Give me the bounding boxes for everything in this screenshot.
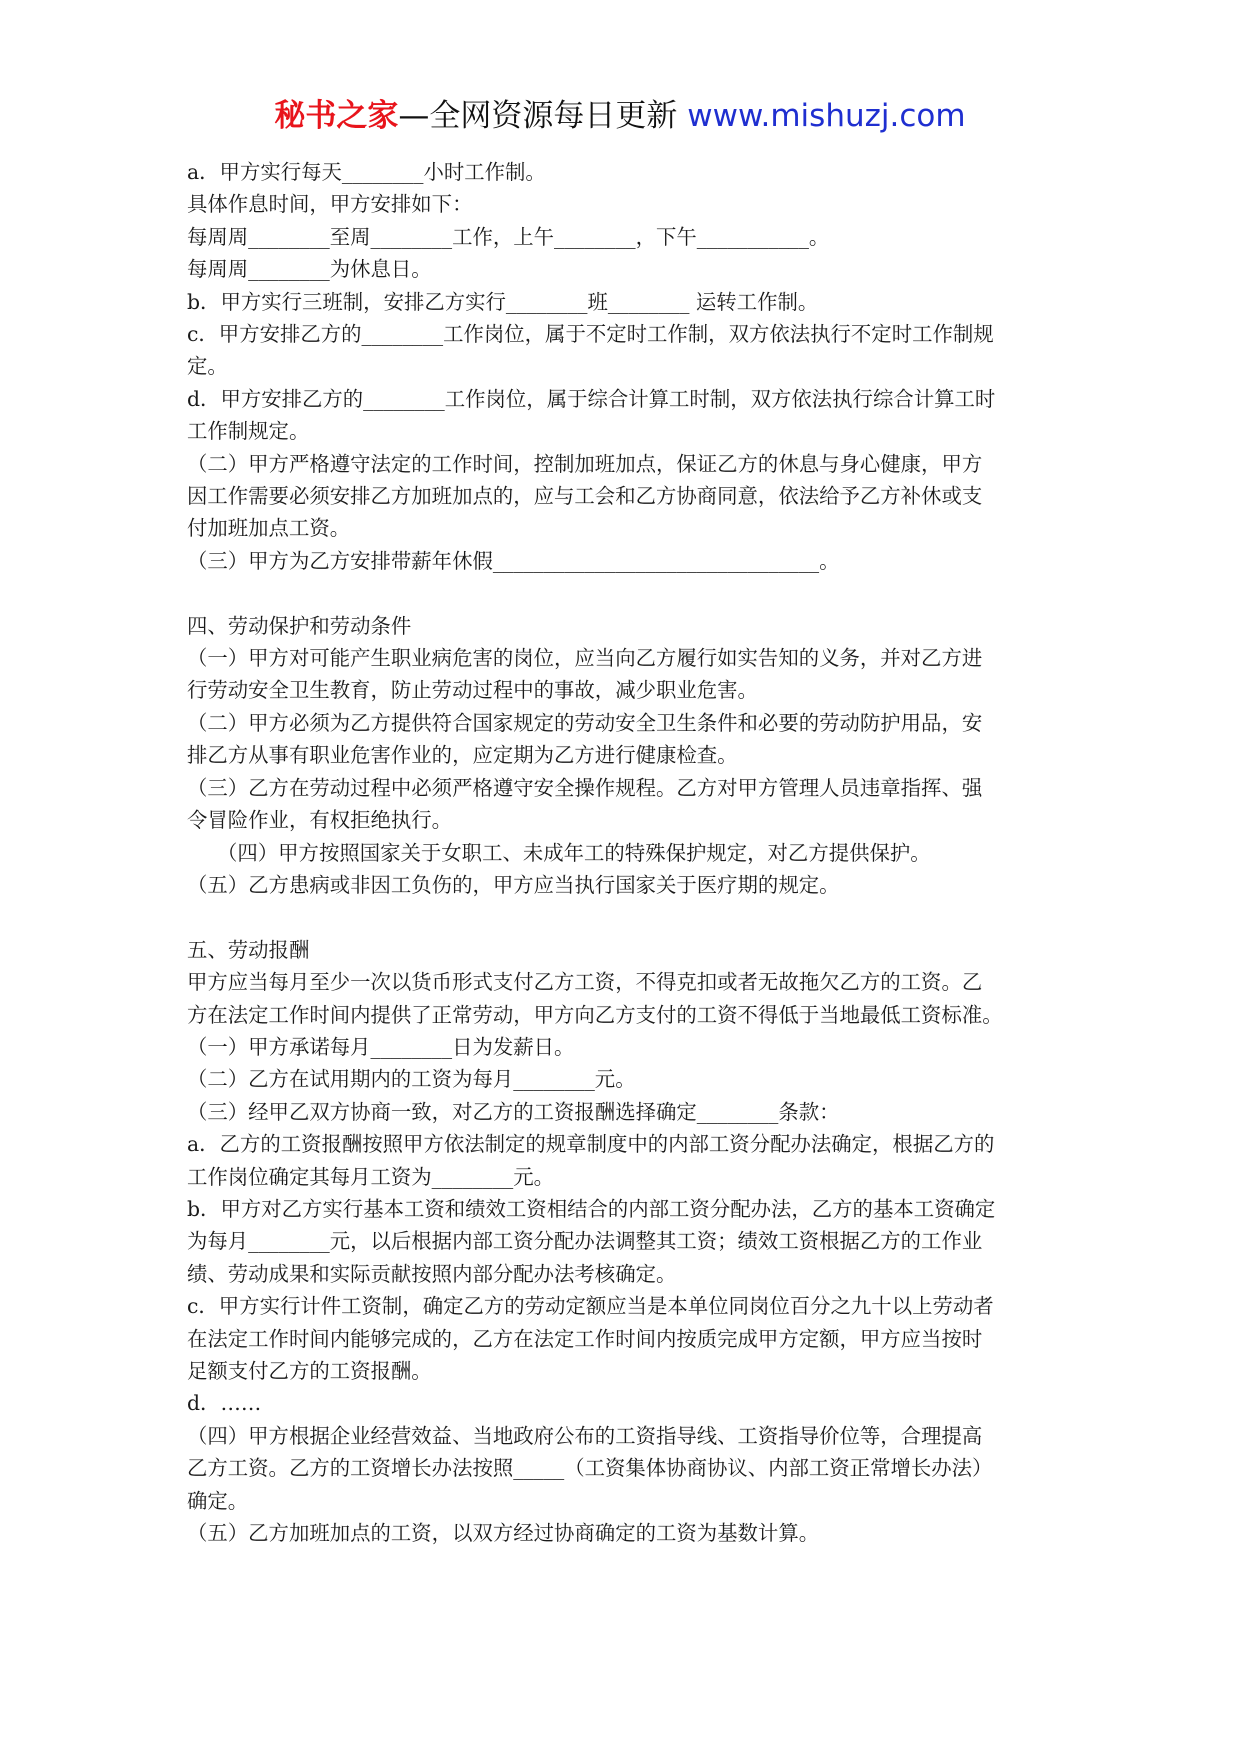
body-line: 行劳动安全卫生教育，防止劳动过程中的事故，减少职业危害。 bbox=[187, 678, 758, 703]
body-line: （五）乙方患病或非因工负伤的，甲方应当执行国家关于医疗期的规定。 bbox=[187, 872, 840, 897]
body-line: （四）甲方按照国家关于女职工、未成年工的特殊保护规定，对乙方提供保护。 bbox=[217, 840, 931, 865]
body-line: （二）甲方必须为乙方提供符合国家规定的劳动安全卫生条件和必要的劳动防护用品，安 bbox=[187, 710, 983, 735]
body-line: c．甲方安排乙方的________工作岗位，属于不定时工作制，双方依法执行不定时工作制规 bbox=[187, 322, 994, 347]
body-line: 付加班加点工资。 bbox=[187, 516, 351, 541]
body-line: d．甲方安排乙方的________工作岗位，属于综合计算工时制，双方依法执行综合计算工时 bbox=[187, 386, 996, 411]
body-line: （二）乙方在试用期内的工资为每月________元。 bbox=[187, 1067, 636, 1092]
body-line: b．甲方实行三班制，安排乙方实行________班________ 运转工作制。 bbox=[187, 289, 819, 314]
body-line: b．甲方对乙方实行基本工资和绩效工资相结合的内部工资分配办法，乙方的基本工资确定 bbox=[187, 1196, 996, 1221]
body-line: 每周周________至周________工作，上午________，下午___________。 bbox=[187, 224, 830, 249]
section-heading: 五、劳动报酬 bbox=[187, 937, 310, 962]
body-line: 足额支付乙方的工资报酬。 bbox=[187, 1359, 432, 1383]
body-line: 每周周________为休息日。 bbox=[187, 257, 432, 282]
body-line: 具体作息时间，甲方安排如下： bbox=[187, 192, 473, 217]
body-line: 因工作需要必须安排乙方加班加点的，应与工会和乙方协商同意，依法给予乙方补休或支 bbox=[187, 484, 983, 509]
body-line: 排乙方从事有职业危害作业的，应定期为乙方进行健康检查。 bbox=[187, 743, 738, 768]
section-heading: 四、劳动保护和劳动条件 bbox=[187, 613, 412, 638]
body-line: d．…… bbox=[187, 1391, 262, 1416]
body-line: 在法定工作时间内能够完成的，乙方在法定工作时间内按质完成甲方定额，甲方应当按时 bbox=[187, 1326, 983, 1351]
body-line: （三）甲方为乙方安排带薪年休假________________________________。 bbox=[187, 548, 840, 573]
body-line: a．甲方实行每天________小时工作制。 bbox=[187, 160, 546, 184]
body-line: 令冒险作业，有权拒绝执行。 bbox=[187, 808, 453, 833]
site-header bbox=[0, 96, 1240, 136]
body-line: （三）经甲乙双方协商一致，对乙方的工资报酬选择确定________条款： bbox=[187, 1099, 840, 1124]
body-line: （三）乙方在劳动过程中必须严格遵守安全操作规程。乙方对甲方管理人员违章指挥、强 bbox=[187, 775, 983, 800]
body-line: c．甲方实行计件工资制，确定乙方的劳动定额应当是本单位同岗位百分之九十以上劳动者 bbox=[187, 1294, 994, 1319]
body-line: 定。 bbox=[187, 354, 228, 379]
body-line: （二）甲方严格遵守法定的工作时间，控制加班加点，保证乙方的休息与身心健康，甲方 bbox=[187, 451, 983, 476]
body-line: （五）乙方加班加点的工资，以双方经过协商确定的工资为基数计算。 bbox=[187, 1521, 820, 1546]
paragraph-gap bbox=[187, 577, 1067, 609]
body-line: 方在法定工作时间内提供了正常劳动，甲方向乙方支付的工资不得低于当地最低工资标准。 bbox=[187, 1002, 1003, 1027]
body-line: 工作制规定。 bbox=[187, 419, 310, 444]
header-brand: 秘书之家 bbox=[274, 98, 399, 134]
paragraph-gap bbox=[187, 901, 1067, 933]
body-line: （四）甲方根据企业经营效益、当地政府公布的工资指导线、工资指导价位等，合理提高 bbox=[187, 1423, 983, 1448]
body-line: 绩、劳动成果和实际贡献按照内部分配办法考核确定。 bbox=[187, 1261, 677, 1286]
body-line: （一）甲方承诺每月________日为发薪日。 bbox=[187, 1034, 575, 1059]
header-url[interactable]: www.mishuzj.com bbox=[687, 98, 966, 134]
body-line: a．乙方的工资报酬按照甲方依法制定的规章制度中的内部工资分配办法确定，根据乙方的 bbox=[187, 1132, 995, 1157]
body-line: 确定。 bbox=[187, 1488, 249, 1513]
header-slogan: —全网资源每日更新 bbox=[398, 98, 678, 134]
body-line: （一）甲方对可能产生职业病危害的岗位，应当向乙方履行如实告知的义务，并对乙方进 bbox=[187, 646, 983, 671]
body-line: 乙方工资。乙方的工资增长办法按照_____（工资集体协商协议、内部工资正常增长办法） bbox=[187, 1456, 993, 1481]
body-line: 工作岗位确定其每月工资为________元。 bbox=[187, 1164, 555, 1189]
body-line: 为每月________元，以后根据内部工资分配办法调整其工资；绩效工资根据乙方的工作业 bbox=[187, 1229, 983, 1254]
contract-body bbox=[187, 156, 1067, 1549]
body-line: 甲方应当每月至少一次以货币形式支付乙方工资，不得克扣或者无故拖欠乙方的工资。乙 bbox=[187, 970, 983, 995]
